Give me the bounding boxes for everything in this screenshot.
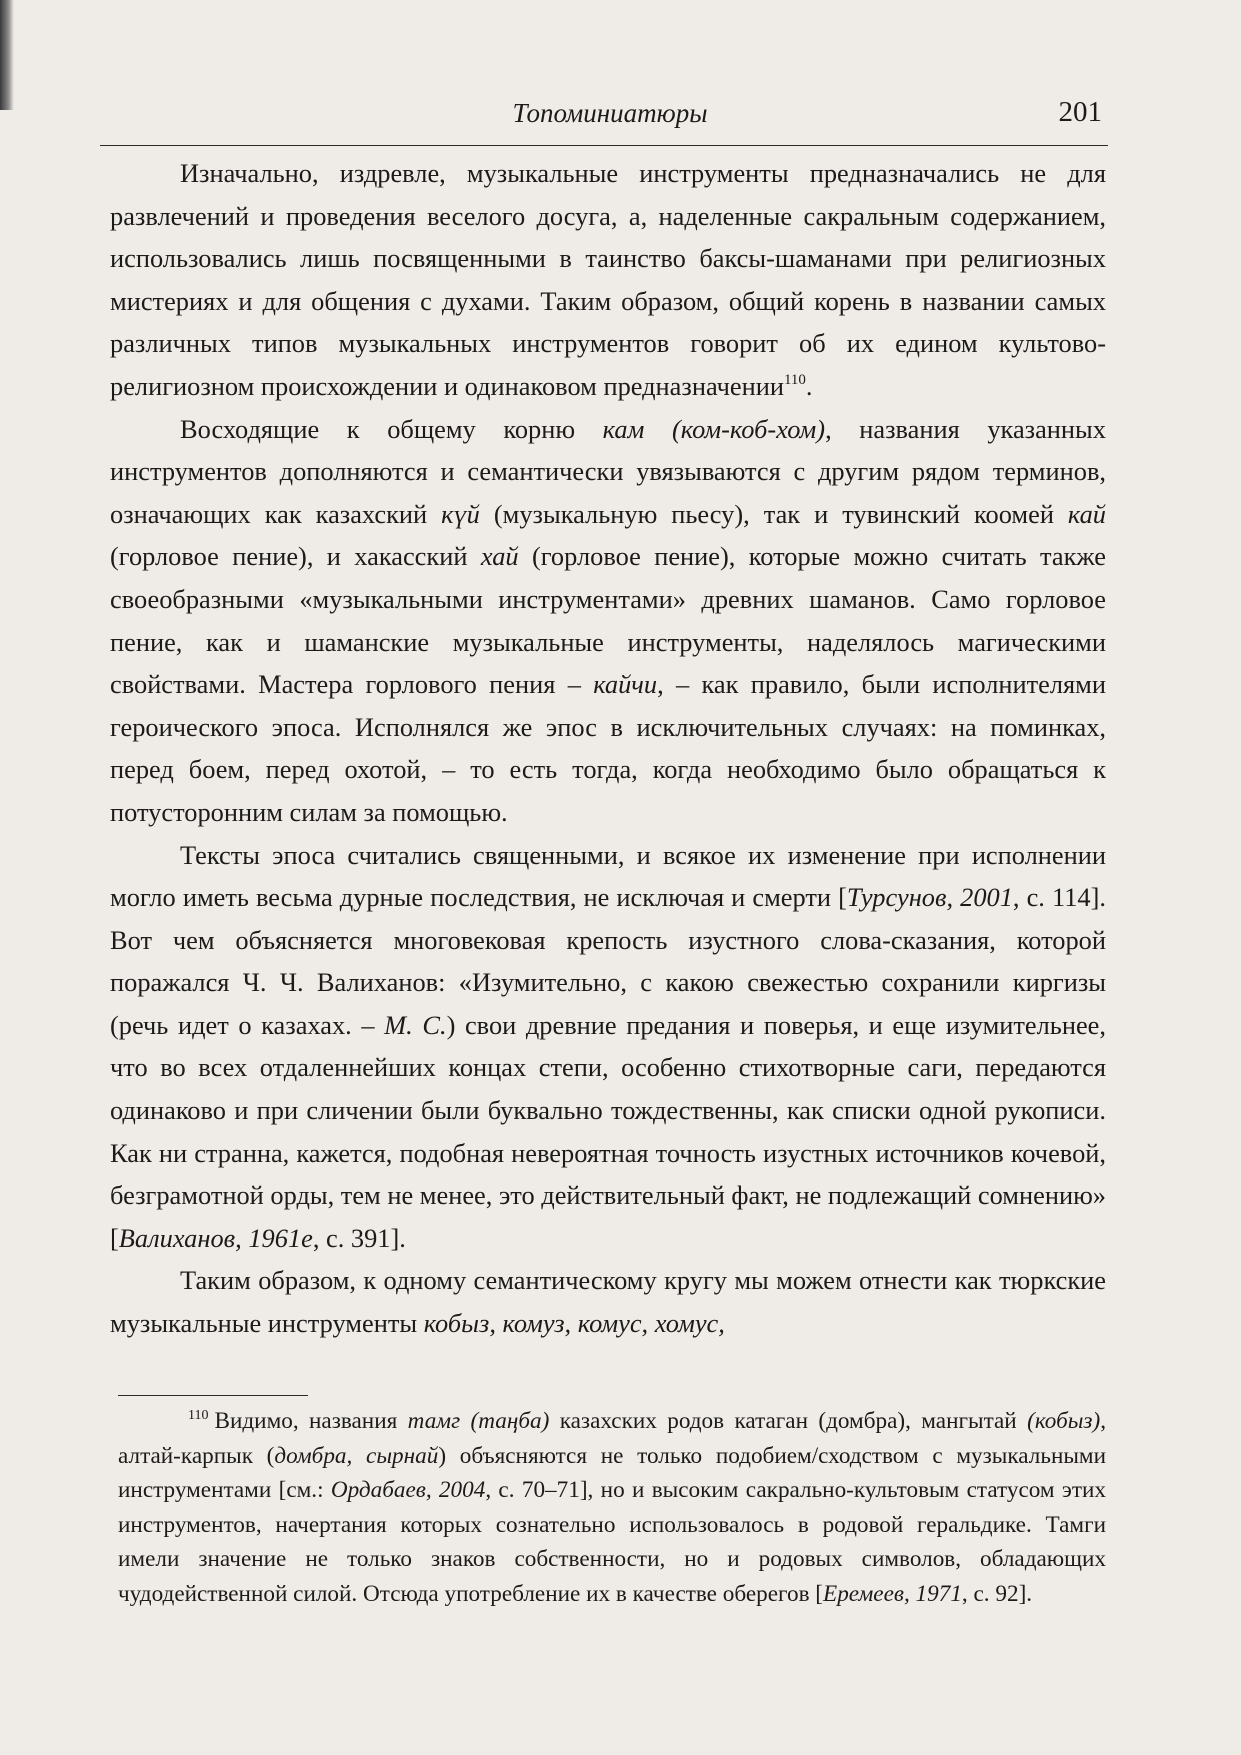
text-run: , с. 391]. bbox=[312, 1222, 406, 1253]
footnote-reference: 110 bbox=[783, 371, 806, 388]
footnote-rule bbox=[118, 1395, 308, 1396]
italic-term: Ордабаев, 2004 bbox=[330, 1477, 486, 1503]
text-run: (музыкальную пьесу), так и тувинский коомей bbox=[479, 498, 1068, 529]
footnote-marker: 110 bbox=[188, 1408, 209, 1423]
text-run: казахских родов катаган (домбра), мангытай bbox=[549, 1408, 1028, 1434]
italic-term: (кобыз) bbox=[1027, 1408, 1101, 1434]
italic-term: күй bbox=[441, 498, 480, 529]
text-run: Изначально, издревле, музыкальные инструменты предназначались не для развлечений и проведения веселого досуга, а, наделенные сакральным содержанием, использовались лишь посвященными в таинство баксы-шаманами при религиозных мистериях и для общения с духами. Таким образом, общий корень в названии самых различных типов музыкальных инструментов говорит об их едином культово-религиозном происхождении и одинаковом предназначении bbox=[110, 158, 1106, 401]
scan-edge bbox=[0, 0, 14, 110]
header-rule bbox=[100, 145, 1108, 146]
text-run: (горловое пение), и хакасский bbox=[110, 541, 481, 572]
italic-term: тамг (таңба) bbox=[407, 1408, 550, 1434]
paragraph bbox=[110, 408, 1106, 834]
text-run: , с. 114]. Вот чем объясняется многовековая крепость изустного слова-сказания, которой поражался Ч. Ч. Валиханов: «Изумительно, с какою свежестью сохранили киргизы (речь идет о казахах. – bbox=[110, 882, 1106, 1040]
italic-term: домбра, сырнай bbox=[274, 1442, 439, 1469]
body-text bbox=[110, 152, 1106, 1345]
text-run: , с. 70–71], но и высоким сакрально-культовым статусом этих инструментов, начертания которых сознательно использовалось в родовой геральдике. Тамги имели значение не только знаков собственности, но и родовых символов, обладающих чудодейственной силой. Отсюда употребление их в качестве оберегов [ bbox=[118, 1477, 1106, 1607]
text-run: , с. 92]. bbox=[961, 1580, 1033, 1607]
text-run: (горловое пение), которые можно считать также своеобразными «музыкальными инструментами» древних шаманов. Само горловое пение, как и шаманские музыкальные инструменты, наделялось магическими свойствами. Мастера горлового пения – bbox=[110, 541, 1106, 700]
italic-term: кам (ком-коб-хом) bbox=[602, 413, 826, 444]
running-head-title: Топоминиатюры bbox=[512, 98, 708, 128]
footnote-paragraph bbox=[118, 1404, 1106, 1611]
italic-term: хай bbox=[480, 541, 519, 572]
italic-term: Турсунов, 2001 bbox=[846, 882, 1013, 913]
text-run: , названия указанных инструментов дополняются и семантически увязываются с другим рядом терминов, означающих как казахский bbox=[110, 413, 1106, 529]
italic-term: кобыз, комуз, комус, хомус, bbox=[423, 1308, 725, 1339]
text-run: , – как правило, были исполнителями героического эпоса. Исполнялся же эпос в исключительных случаях: на поминках, перед боем, перед охотой, – то есть тогда, когда необходимо было обращаться к потусторонним силам за помощью. bbox=[110, 669, 1107, 827]
italic-term: Валиханов, 1961е bbox=[118, 1222, 313, 1253]
paragraph bbox=[110, 152, 1106, 408]
paragraph bbox=[110, 834, 1106, 1260]
text-run: ) свои древние предания и поверья, и еще изумительнее, что во всех отдаленнейших концах степи, особенно стихотворные саги, передаются одинаково и при сличении были буквально тождественны, как списки одной рукописи. Как ни странна, кажется, подобная невероятная точность изустных источников кочевой, безграмотной орды, тем не менее, это действительный факт, не подлежащий сомнению» [ bbox=[110, 1009, 1106, 1253]
text-run: Восходящие к общему корню bbox=[180, 413, 603, 444]
text-run: . bbox=[805, 370, 813, 401]
italic-term: кайчи bbox=[593, 669, 658, 700]
italic-term: кай bbox=[1067, 498, 1106, 529]
text-run: Видимо, названия bbox=[214, 1408, 408, 1434]
page-number: 201 bbox=[1058, 96, 1102, 128]
text-run: , алтай-карпык ( bbox=[118, 1408, 1106, 1469]
footnote bbox=[118, 1404, 1106, 1611]
footnote-text bbox=[118, 1408, 1106, 1607]
text-run: ) объясняются не только подобием/сходством с музыкальными инструментами [см.: bbox=[118, 1442, 1107, 1503]
text-run: Тексты эпоса считались священными, и всякое их изменение при исполнении могло иметь весьма дурные последствия, не исключая и смерти [ bbox=[110, 839, 1106, 913]
italic-term: М. С. bbox=[384, 1009, 447, 1040]
running-head bbox=[110, 96, 1110, 136]
italic-term: Еремеев, 1971 bbox=[823, 1580, 962, 1607]
paragraph bbox=[110, 1259, 1106, 1344]
text-run: Таким образом, к одному семантическому кругу мы можем отнести как тюркские музыкальные инструменты bbox=[110, 1265, 1106, 1339]
